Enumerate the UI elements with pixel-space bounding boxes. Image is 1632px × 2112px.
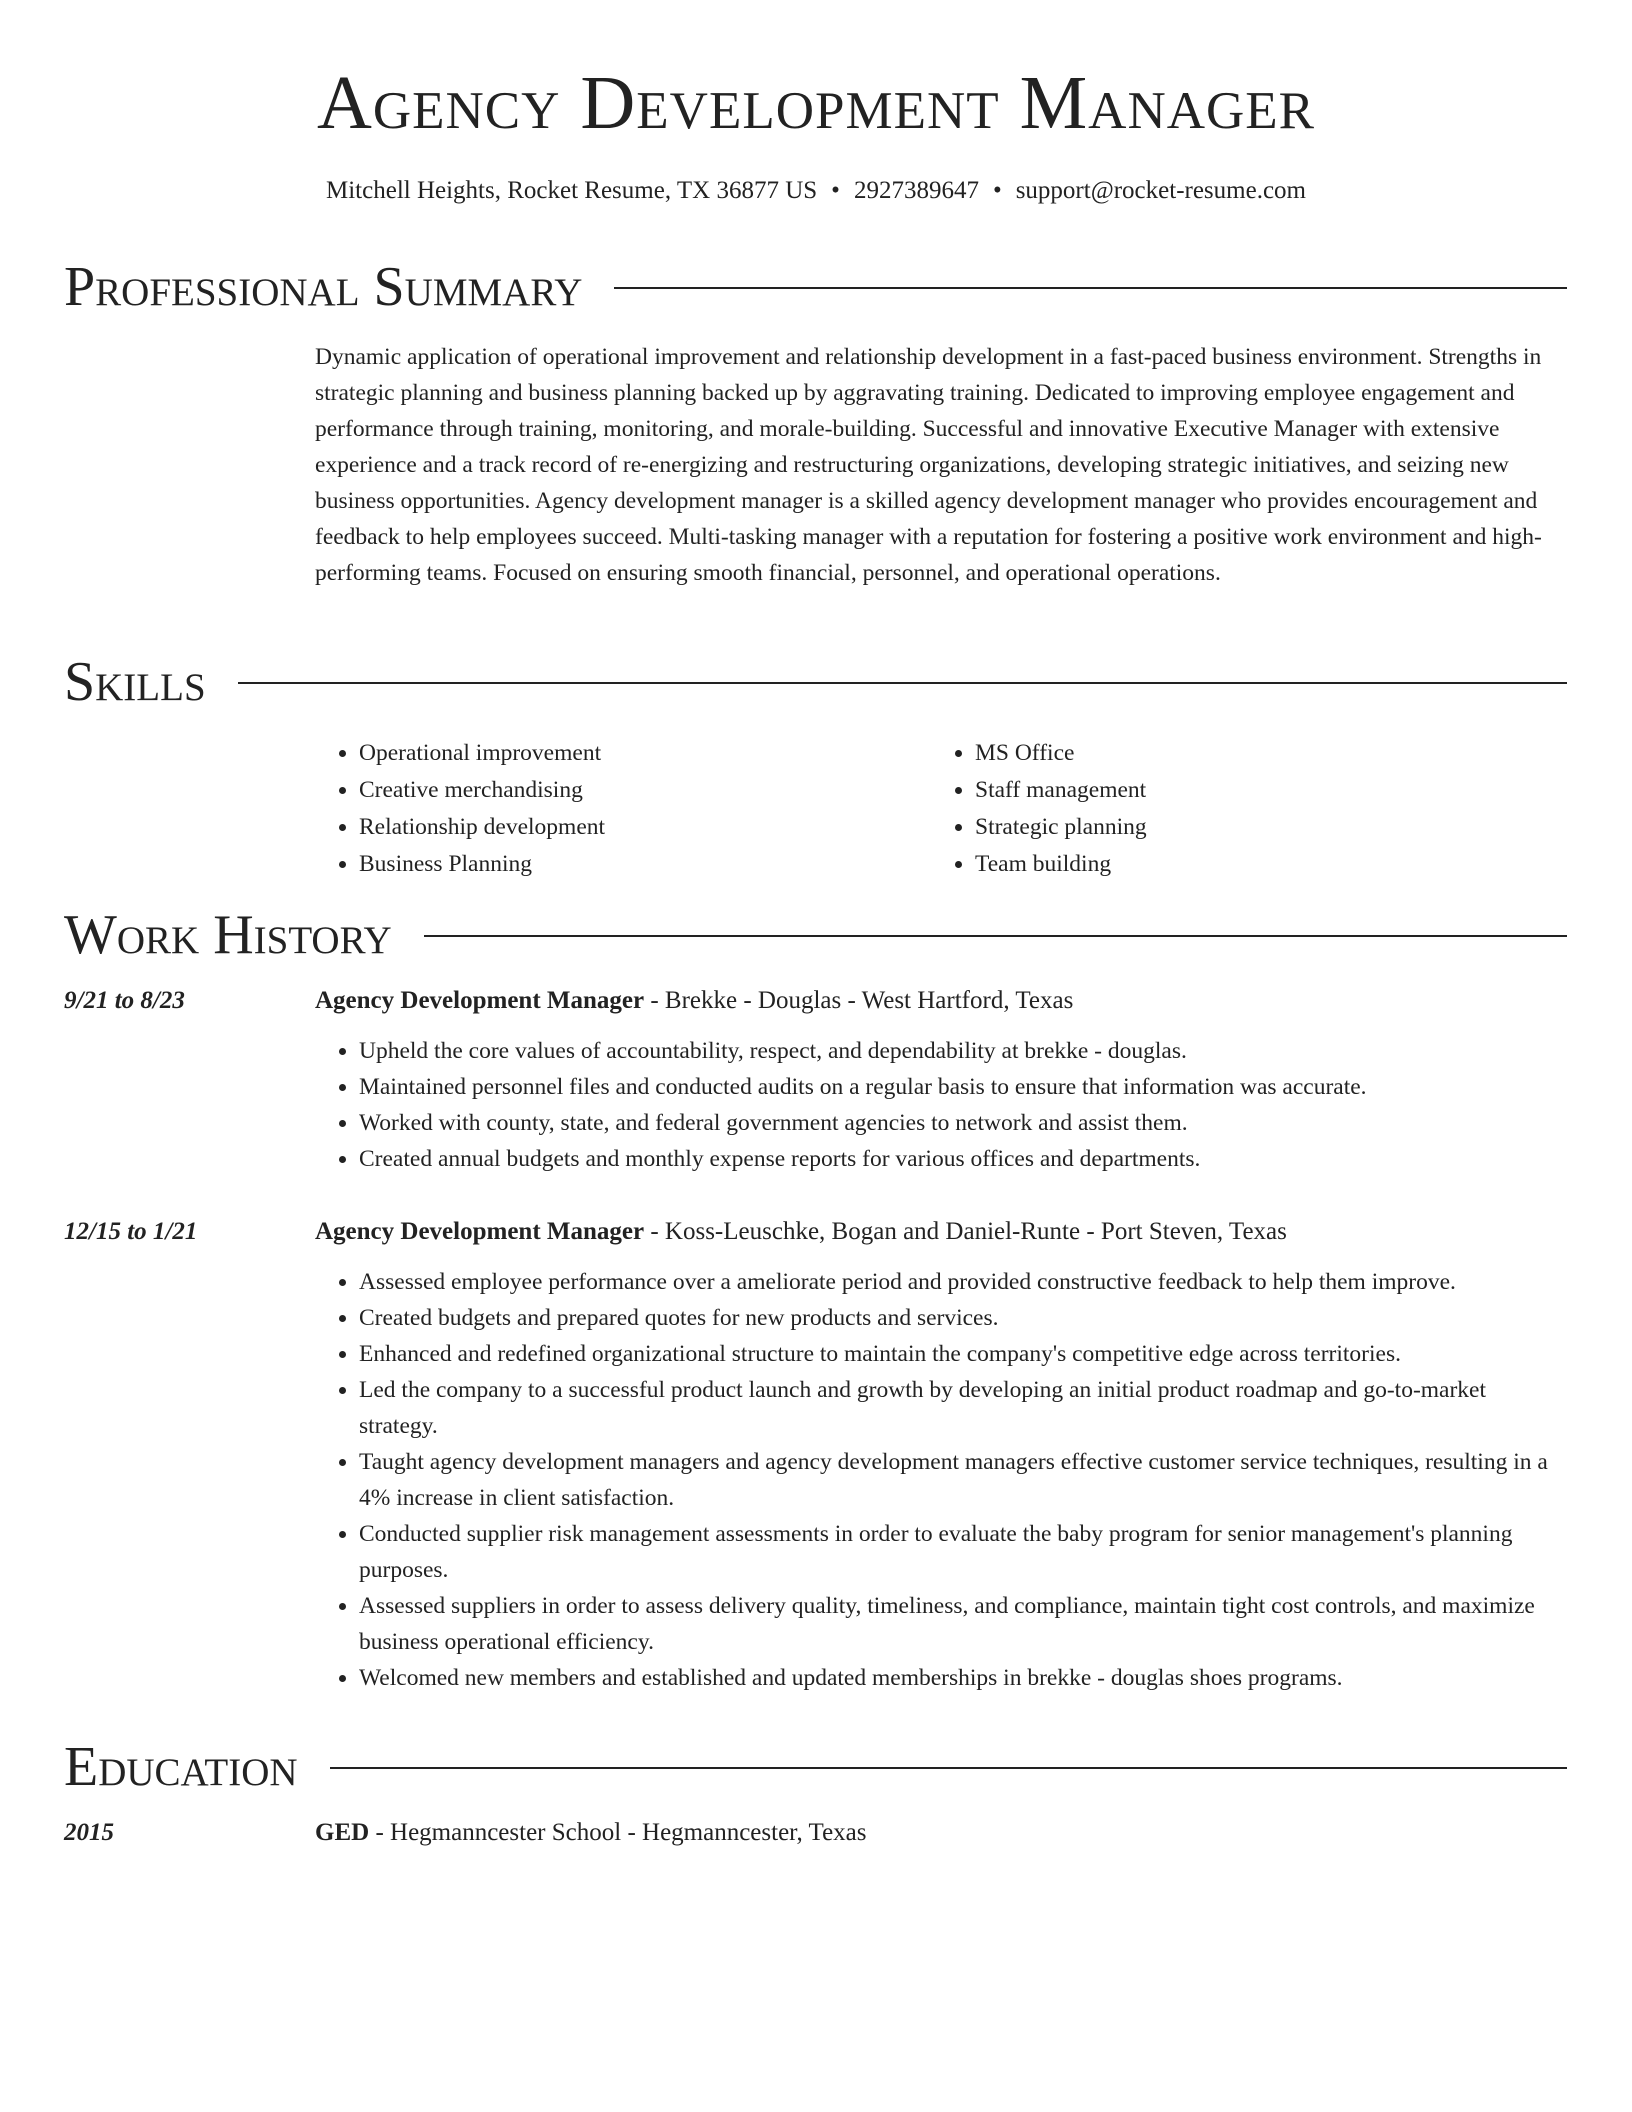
work-section-header: [64, 903, 1567, 967]
skill-item: • Staff management: [975, 772, 1547, 809]
job-bullet: • Maintained personnel files and conducted audits on a regular basis to ensure that information was accurate.: [359, 1069, 1570, 1105]
job-bullet: • Assessed employee performance over a ameliorate period and provided constructive feedback to help them improve.: [359, 1264, 1570, 1300]
job-bullet: • Enhanced and redefined organizational structure to maintain the company's competitive edge across territories.: [359, 1336, 1570, 1372]
job-bullets: [315, 1264, 1570, 1696]
summary-text: Dynamic application of operational improvement and relationship development in a fast-paced business environment. Strengths in strategic planning and business planning backed up by aggravating training. Dedicated to improving employee engagement and performance through training, monitoring, and morale-building. Successful and innovative Executive Manager with extensive experience and a track record of re-energizing and restructuring organizations, developing strategic initiatives, and seizing new business opportunities. Agency development manager is a skilled agency development manager who provides encouragement and feedback to help employees succeed. Multi-tasking manager with a reputation for fostering a positive work environment and high-performing teams. Focused on ensuring smooth financial, personnel, and operational operations.: [315, 344, 1542, 586]
contact-phone: 2927389647: [853, 177, 979, 204]
summary-section-title: Professional Summary: [64, 256, 583, 318]
skills-list: [315, 735, 1570, 883]
skill-item: • MS Office: [975, 735, 1547, 772]
job-bullet: • Upheld the core values of accountability, respect, and dependability at brekke - douglas.: [359, 1033, 1570, 1069]
skill-item: • Strategic planning: [975, 809, 1547, 846]
skill-item: • Operational improvement: [359, 735, 931, 772]
job-employer: - Koss-Leuschke, Bogan and Daniel-Runte - Port Steven, Texas: [644, 1218, 1287, 1245]
job-title: Agency Development Manager: [315, 1218, 645, 1245]
education-heading: [315, 1815, 1570, 1851]
skill-item: • Relationship development: [359, 809, 931, 846]
contact-address: Mitchell Heights, Rocket Resume, TX 36877 US: [326, 177, 818, 204]
contact-separator: •: [831, 177, 840, 204]
summary-section-header: [64, 255, 1567, 319]
skills-column-right: [931, 735, 1547, 883]
job-bullet: • Conducted supplier risk management assessments in order to evaluate the baby program for senior management's planning purposes.: [359, 1516, 1570, 1588]
job-title: Agency Development Manager: [315, 987, 645, 1014]
job-date: 9/21 to 8/23: [64, 987, 185, 1014]
job-date: 12/15 to 1/21: [64, 1218, 198, 1245]
skills-section-header: [64, 650, 1567, 714]
job-bullet: • Worked with county, state, and federal government agencies to network and assist them.: [359, 1105, 1570, 1141]
job-heading: [315, 983, 1570, 1019]
job-bullet: • Led the company to a successful product launch and growth by developing an initial product roadmap and go-to-market strategy.: [359, 1372, 1570, 1444]
education-section-header: [64, 1735, 1567, 1799]
candidate-name: Agency Development Manager: [316, 61, 1316, 145]
education-degree: GED: [315, 1819, 370, 1846]
contact-line: [0, 174, 1632, 208]
work-section-title: Work History: [64, 904, 392, 966]
section-divider: [330, 1767, 1567, 1769]
education-school: - Hegmanncester School - Hegmanncester, Texas: [369, 1819, 867, 1846]
contact-separator: •: [992, 177, 1002, 204]
job-bullet: • Taught agency development managers and agency development managers effective customer service techniques, resulting in a 4% increase in client satisfaction.: [359, 1444, 1570, 1516]
job-bullet: • Created budgets and prepared quotes for new products and services.: [359, 1300, 1570, 1336]
skill-item: • Business Planning: [359, 846, 931, 883]
skill-item: • Team building: [975, 846, 1547, 883]
job-employer: - Brekke - Douglas - West Hartford, Texas: [644, 987, 1074, 1014]
education-date: 2015: [64, 1819, 114, 1846]
job-bullets: [315, 1033, 1570, 1177]
section-divider: [238, 682, 1567, 684]
section-divider: [424, 935, 1567, 937]
education-section-title: Education: [64, 1736, 298, 1798]
skills-section-title: Skills: [64, 651, 206, 713]
skill-item: • Creative merchandising: [359, 772, 931, 809]
section-divider: [614, 287, 1567, 289]
job-heading: [315, 1214, 1570, 1250]
job-bullet: • Assessed suppliers in order to assess delivery quality, timeliness, and compliance, maintain tight cost controls, and maximize business operational efficiency.: [359, 1588, 1570, 1660]
job-bullet: • Welcomed new members and established and updated memberships in brekke - douglas shoes programs.: [359, 1660, 1570, 1696]
skills-column-left: [315, 735, 931, 883]
job-bullet: • Created annual budgets and monthly expense reports for various offices and departments.: [359, 1141, 1570, 1177]
contact-email: support@rocket-resume.com: [1015, 177, 1306, 204]
